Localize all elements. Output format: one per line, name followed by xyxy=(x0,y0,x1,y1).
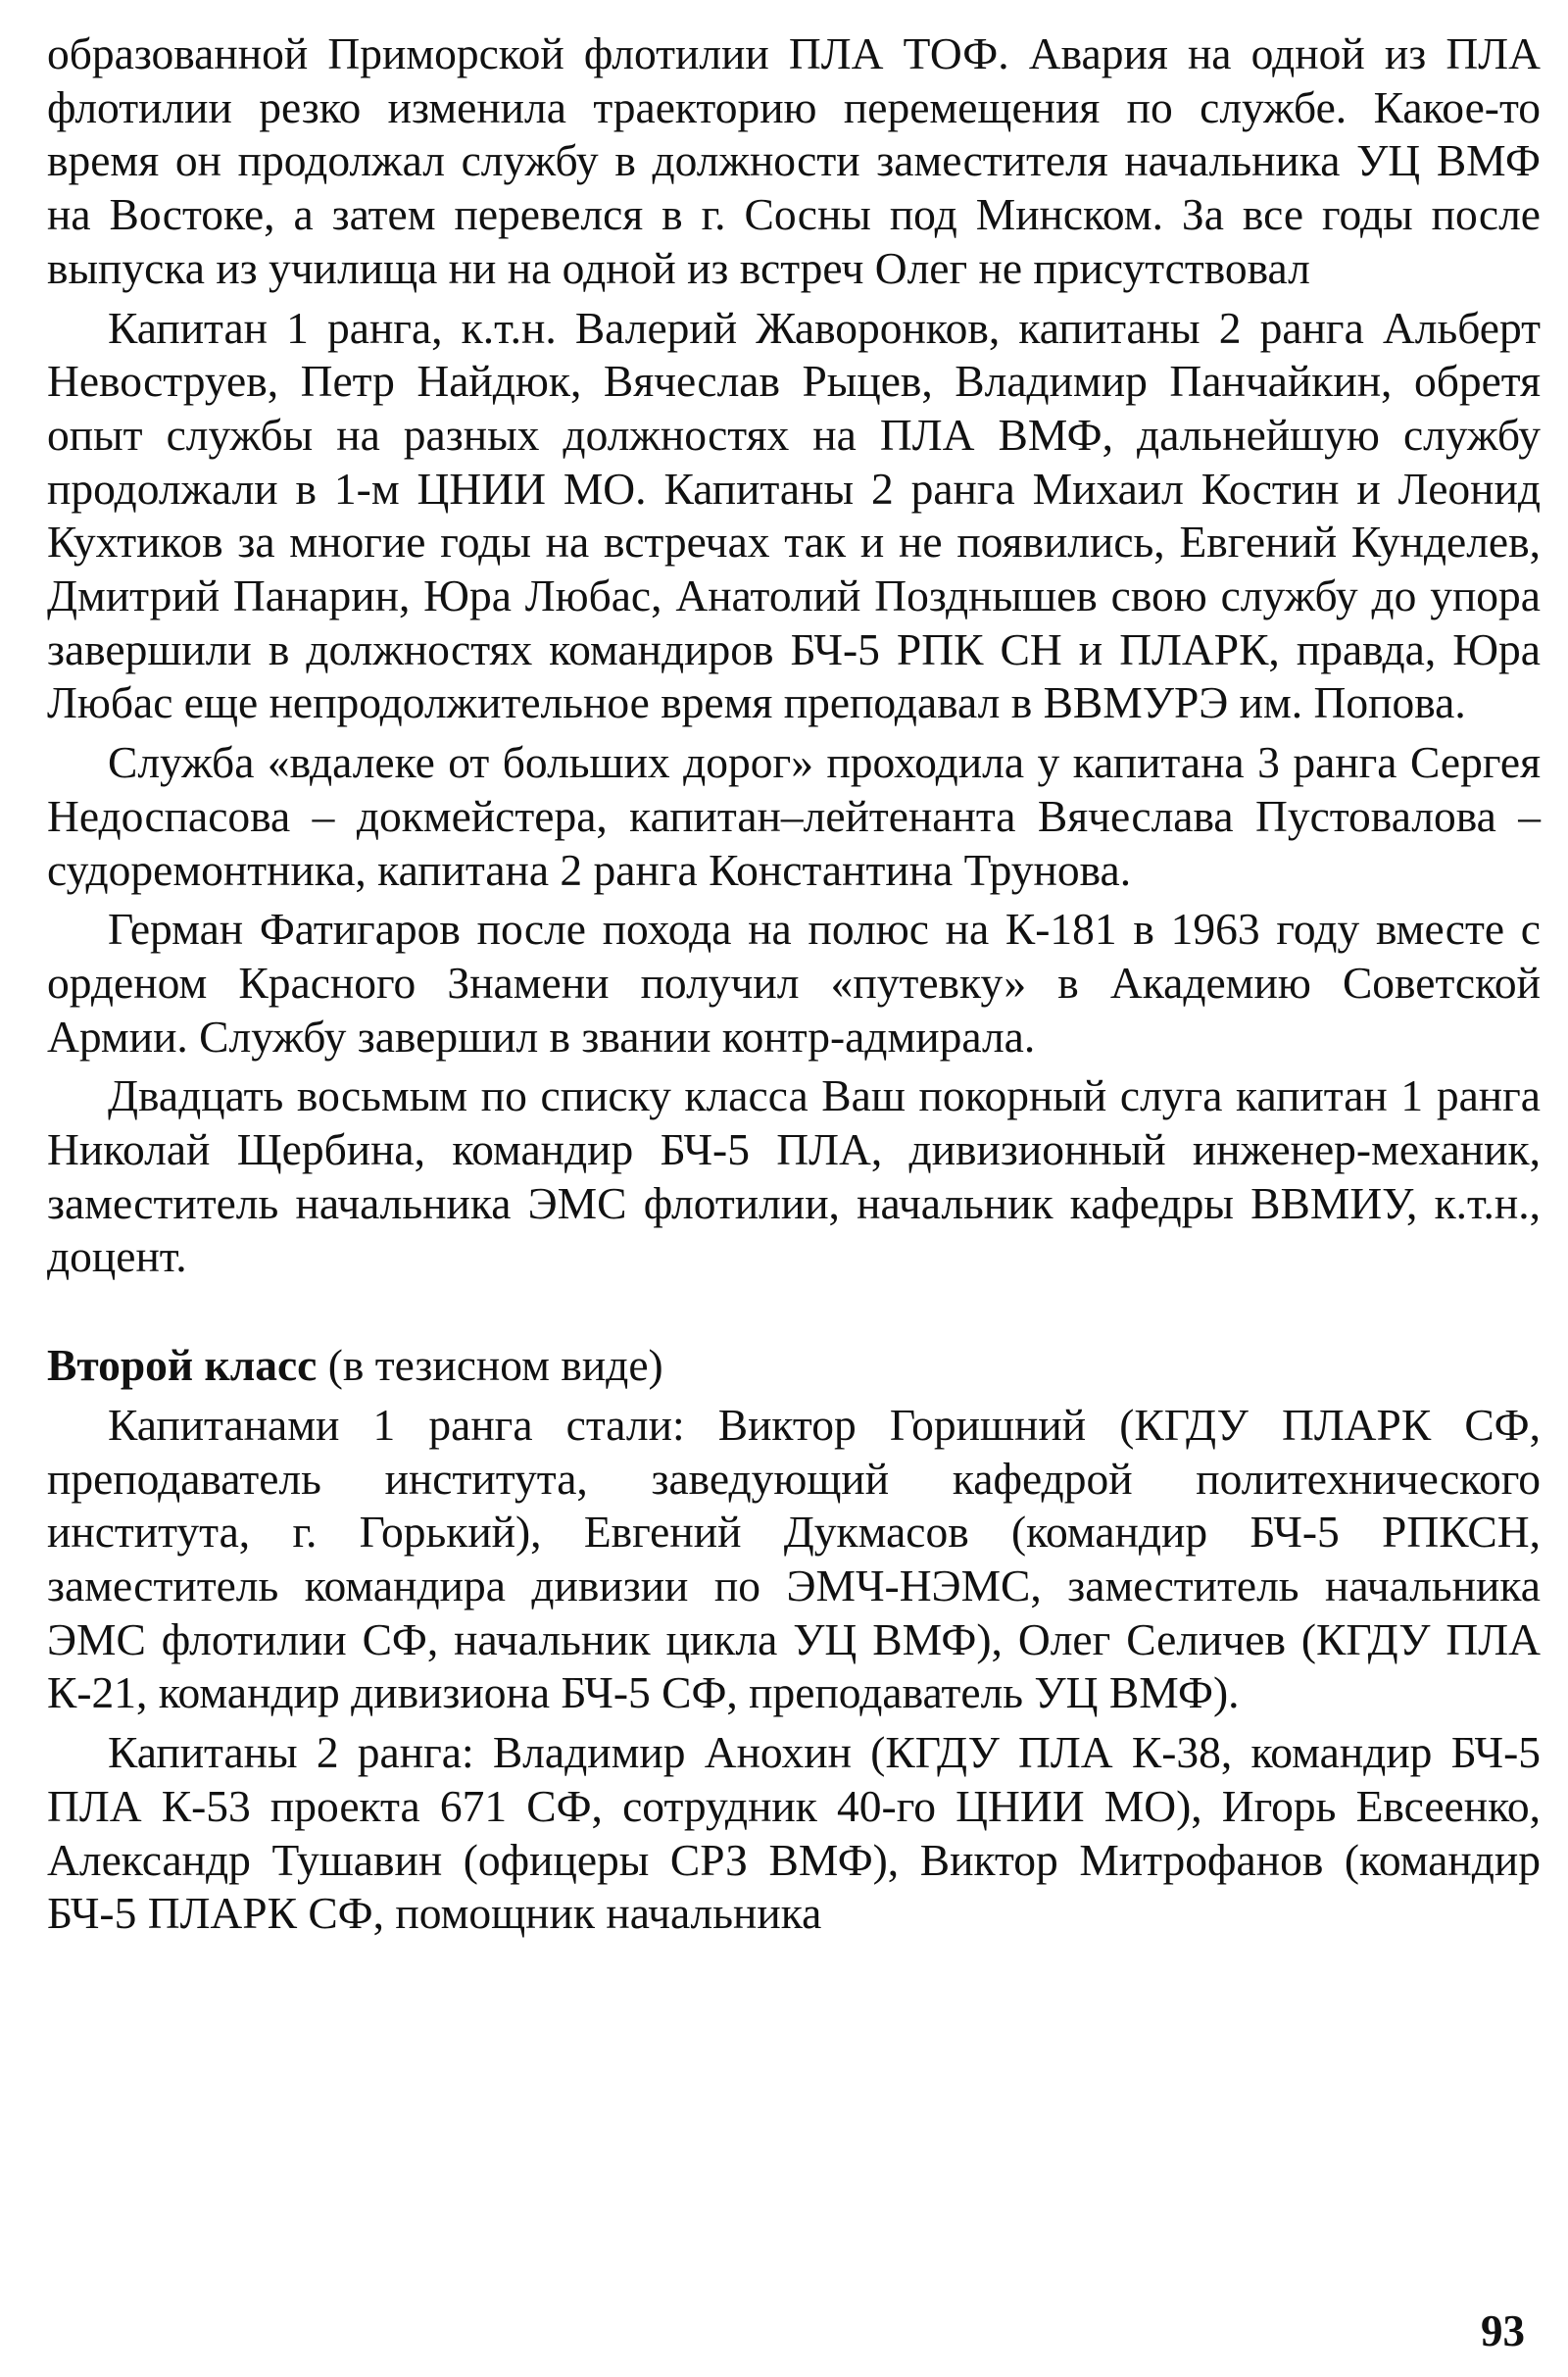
section-gap xyxy=(47,1284,1541,1339)
paragraph-6: Капитанами 1 ранга стали: Виктор Горишний (КГДУ ПЛАРК СФ, преподаватель института, заведующий кафедрой политехнического института, г. Горький), Евгений Дукмасов (командир БЧ-5 РПКСН, заместитель командира дивизии по ЭМЧ-НЭМС, заместитель начальника ЭМС флотилии СФ, начальник цикла УЦ ВМФ), Олег Селичев (КГДУ ПЛА К-21, командир дивизиона БЧ-5 СФ, преподаватель УЦ ВМФ). xyxy=(47,1399,1541,1718)
paragraph-7: Капитаны 2 ранга: Владимир Анохин (КГДУ ПЛА К-38, командир БЧ-5 ПЛА К-53 проекта 671 СФ, сотрудник 40-го ЦНИИ МО), Игорь Евсеенко, Александр Тушавин (офицеры СРЗ ВМФ), Виктор Митрофанов (командир БЧ-5 ПЛАРК СФ, помощник начальника xyxy=(47,1727,1541,1939)
page-number: 93 xyxy=(1481,2306,1525,2355)
paragraph-1: образованной Приморской флотилии ПЛА ТОФ. Авария на одной из ПЛА флотилии резко изменила траекторию перемещения по службе. Какое-то время он продолжал службу в должности заместителя начальника УЦ ВМФ на Востоке, а затем перевелся в г. Сосны под Минском. За все годы после выпуска из училища ни на одной из встреч Олег не присутствовал xyxy=(47,28,1541,293)
page-body xyxy=(47,27,1541,1941)
paragraph-3: Служба «вдалеке от больших дорог» проходила у капитана 3 ранга Сергея Недоспасова – докмейстера, капитан–лейтенанта Вячеслава Пустовалова – судоремонтника, капитана 2 ранга Константина Трунова. xyxy=(47,737,1541,895)
section-heading-bold: Второй класс xyxy=(47,1340,318,1391)
section-heading xyxy=(47,1339,1541,1393)
section-heading-rest: (в тезисном виде) xyxy=(317,1340,663,1391)
paragraph-4: Герман Фатигаров после похода на полюс на К-181 в 1963 году вместе с орденом Красного Знамени получил «путевку» в Академию Советской Армии. Службу завершил в звании контр-адмирала. xyxy=(47,904,1541,1062)
paragraph-5: Двадцать восьмым по списку класса Ваш покорный слуга капитан 1 ранга Николай Щербина, командир БЧ-5 ПЛА, дивизионный инженер-механик, заместитель начальника ЭМС флотилии, начальник кафедры ВВМИУ, к.т.н., доцент. xyxy=(47,1070,1541,1282)
paragraph-2: Капитан 1 ранга, к.т.н. Валерий Жаворонков, капитаны 2 ранга Альберт Невоструев, Петр Найдюк, Вячеслав Рыцев, Владимир Панчайкин, обретя опыт службы на разных должностях на ПЛА ВМФ, дальнейшую службу продолжали в 1-м ЦНИИ МО. Капитаны 2 ранга Михаил Костин и Леонид Кухтиков за многие годы на встречах так и не появились, Евгений Кунделев, Дмитрий Панарин, Юра Любас, Анатолий Позднышев свою службу до упора завершили в должностях командиров БЧ-5 РПК СН и ПЛАРК, правда, Юра Любас еще непродолжительное время преподавал в ВВМУРЭ им. Попова. xyxy=(47,302,1541,728)
